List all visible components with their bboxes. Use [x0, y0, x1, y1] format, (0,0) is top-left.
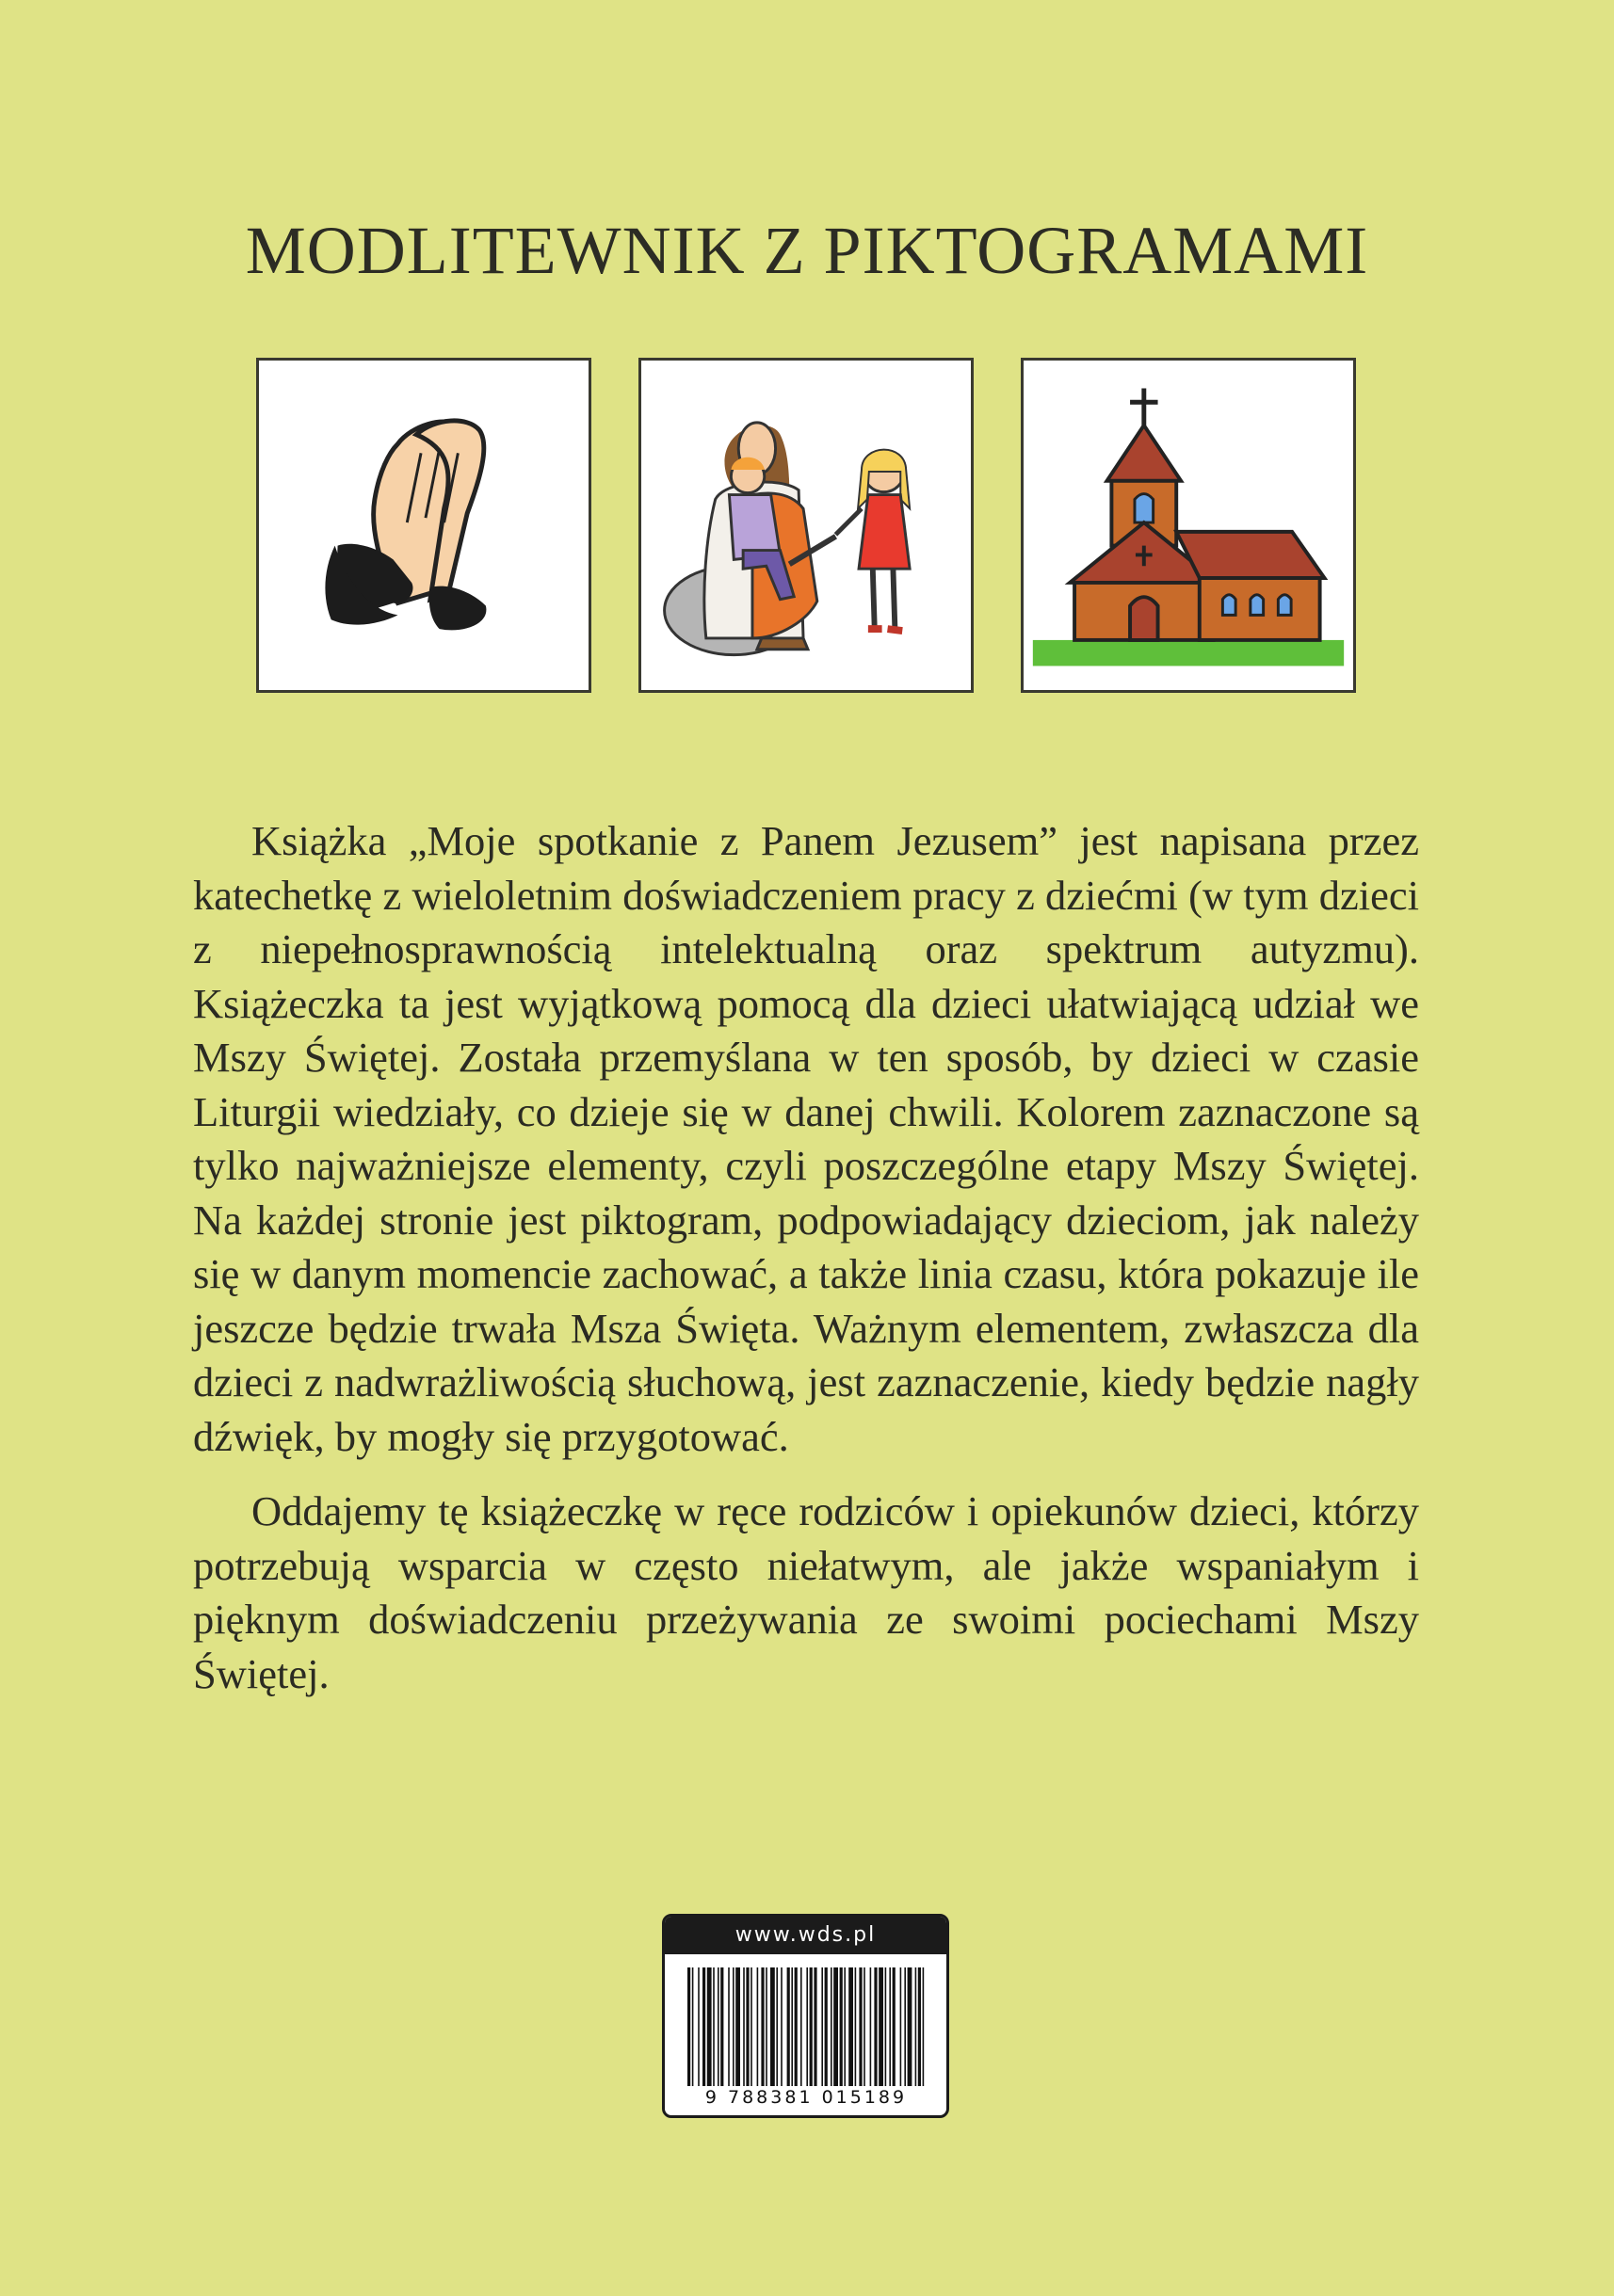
barcode-bar	[904, 1967, 906, 2086]
paragraph-2: Oddajemy tę książeczkę w ręce rodziców i opiekunów dzieci, którzy potrzebują wsparcia w często niełatwym, ale jakże wspaniałym i pięknym doświadczeniu przeżywania ze swoimi pociechami Mszy Świętej.	[193, 1487, 1419, 1697]
jesus-with-children-icon	[641, 361, 971, 690]
barcode-bar	[874, 1967, 877, 2086]
barcode-bar	[795, 1967, 798, 2086]
barcode-bar	[743, 1967, 745, 2086]
page-title: MODLITEWNIK Z PIKTOGRAMAMI	[245, 213, 1369, 288]
barcode-bar	[707, 1967, 712, 2086]
pictogram-jesus-children	[638, 358, 974, 693]
barcode-bar	[863, 1967, 865, 2086]
barcode-bar	[757, 1967, 759, 2086]
barcode-bar	[751, 1967, 752, 2086]
barcode-bar	[855, 1967, 857, 2086]
barcode-bar	[840, 1967, 843, 2086]
barcode-bar	[848, 1967, 853, 2086]
barcode-bar	[831, 1967, 832, 2086]
barcode-bar	[825, 1967, 828, 2086]
barcode-bar	[713, 1967, 715, 2086]
barcode-bar	[908, 1967, 912, 2086]
barcode-bar	[918, 1967, 921, 2086]
barcode-bar	[870, 1967, 872, 2086]
barcode-bar	[821, 1967, 823, 2086]
barcode-bar	[923, 1967, 925, 2086]
barcode-bar	[791, 1967, 793, 2086]
barcode-bar	[728, 1967, 730, 2086]
barcode-bar	[800, 1967, 802, 2086]
barcode-bar	[900, 1967, 902, 2086]
barcode-bar	[806, 1967, 808, 2086]
barcode-bar	[889, 1967, 891, 2086]
barcode-bar	[746, 1967, 749, 2086]
description-text	[193, 814, 1419, 1701]
barcode-label	[662, 1914, 949, 2118]
barcode-bar	[893, 1967, 896, 2086]
barcode-bar	[859, 1967, 862, 2086]
barcode-bar	[776, 1967, 778, 2086]
isbn-number: 9 788381 015189	[704, 2087, 908, 2108]
pictogram-prayer	[256, 358, 591, 693]
barcode-bar	[781, 1967, 783, 2086]
barcode-bar	[766, 1967, 767, 2086]
barcode-bar	[735, 1967, 740, 2086]
barcode-bar	[733, 1967, 734, 2086]
paragraph-1: Książka „Moje spotkanie z Panem Jezusem” jest napisana przez katechetkę z wieloletnim doświadczeniem pracy z dziećmi (w tym dzieci z niepełnosprawnością intelektualną oraz spektrum autyzmu). Książeczka ta jest wyjątkową pomocą dla dzieci ułatwiającą udział we Mszy Świętej. Została przemyślana w ten sposób, by dzieci w czasie Liturgii wiedziały, co dzieje się w danej chwili. Kolorem zaznaczone są tylko najważniejsze elementy, czyli poszczególne etapy Mszy Świętej. Na każdej stronie jest piktogram, podpowiadający dzieciom, jak należy się w danym momencie zachować, a także linia czasu, która pokazuje ile jeszcze będzie trwała Msza Święta. Ważnym elementem, zwłaszcza dla dzieci z nadwrażliwością słuchową, jest zaznaczenie, kiedy będzie nagły dźwięk, by mogły się przygotować.	[193, 817, 1419, 1460]
barcode-icon	[687, 1967, 925, 2086]
barcode-bar	[814, 1967, 816, 2086]
barcode-bar	[915, 1967, 917, 2086]
barcode-bar	[692, 1967, 694, 2086]
barcode-bar	[833, 1967, 838, 2086]
barcode-bar	[844, 1967, 846, 2086]
barcode-bar	[761, 1967, 764, 2086]
barcode-bar	[879, 1967, 883, 2086]
church-icon	[1024, 361, 1353, 690]
pictogram-church	[1021, 358, 1356, 693]
barcode-bar	[810, 1967, 813, 2086]
barcode-bar	[720, 1967, 723, 2086]
barcode-bar	[698, 1967, 700, 2086]
praying-hands-icon	[259, 361, 589, 690]
barcode-bar	[787, 1967, 790, 2086]
barcode-bar	[718, 1967, 719, 2086]
publisher-url: www.wds.pl	[665, 1917, 946, 1954]
barcode-bar	[702, 1967, 705, 2086]
barcode-bar	[885, 1967, 887, 2086]
barcode-bar	[687, 1967, 690, 2086]
barcode-bar	[770, 1967, 775, 2086]
